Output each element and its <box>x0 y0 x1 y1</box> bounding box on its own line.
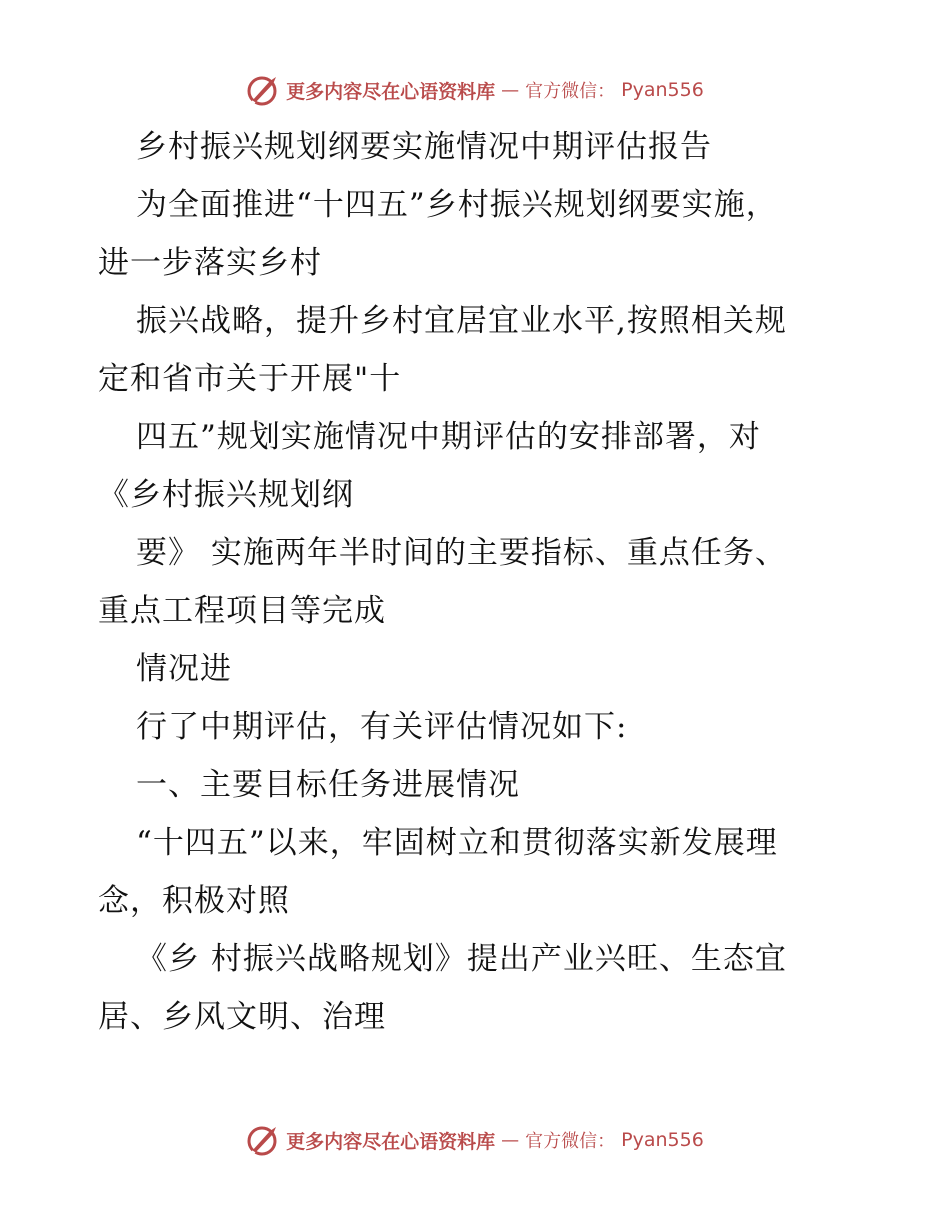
document-line: 行了中期评估，有关评估情况如下: <box>136 709 628 745</box>
document-line: 定和省市关于开展"十 <box>98 361 402 397</box>
document-line: 念，积极对照 <box>98 883 290 919</box>
document-line: 要》 实施两年半时间的主要指标、重点任务、 <box>136 535 787 571</box>
watermark-separator: — <box>501 79 520 101</box>
watermark-separator: — <box>501 1129 520 1151</box>
document-line: 乡村振兴规划纲要实施情况中期评估报告 <box>136 129 712 165</box>
watermark-text: 更多内容尽在心语资料库 <box>286 80 496 103</box>
document-line: 为全面推进“十四五”乡村振兴规划纲要实施， <box>136 187 778 223</box>
document-line: 居、乡风文明、治理 <box>98 999 386 1035</box>
document-line: 情况进 <box>136 651 232 687</box>
quill-pen-logo-icon <box>246 1123 280 1157</box>
document-body <box>98 118 888 1046</box>
document-line: 进一步落实乡村 <box>98 245 322 281</box>
document-line: “十四五”以来，牢固树立和贯彻落实新发展理 <box>136 825 778 861</box>
watermark-wechat-id: Pyan556 <box>621 1129 704 1151</box>
watermark-wechat-label: 官方微信： <box>525 81 616 102</box>
document-line: 一、主要目标任务进展情况 <box>136 767 520 803</box>
watermark-wechat-id: Pyan556 <box>621 79 704 101</box>
watermark-banner-bottom <box>0 1120 950 1160</box>
quill-pen-logo-icon <box>246 73 280 107</box>
document-line: 振兴战略，提升乡村宜居宜业水平,按照相关规 <box>136 303 787 339</box>
watermark-wechat-label: 官方微信： <box>525 1131 616 1152</box>
document-line: 《乡 村振兴战略规划》提出产业兴旺、生态宜 <box>136 941 787 977</box>
document-line: 重点工程项目等完成 <box>98 593 386 629</box>
watermark-text: 更多内容尽在心语资料库 <box>286 1130 496 1153</box>
document-line: 四五”规划实施情况中期评估的安排部署，对 <box>136 419 761 455</box>
watermark-banner-top <box>0 70 950 110</box>
document-line: 《乡村振兴规划纲 <box>98 477 354 513</box>
